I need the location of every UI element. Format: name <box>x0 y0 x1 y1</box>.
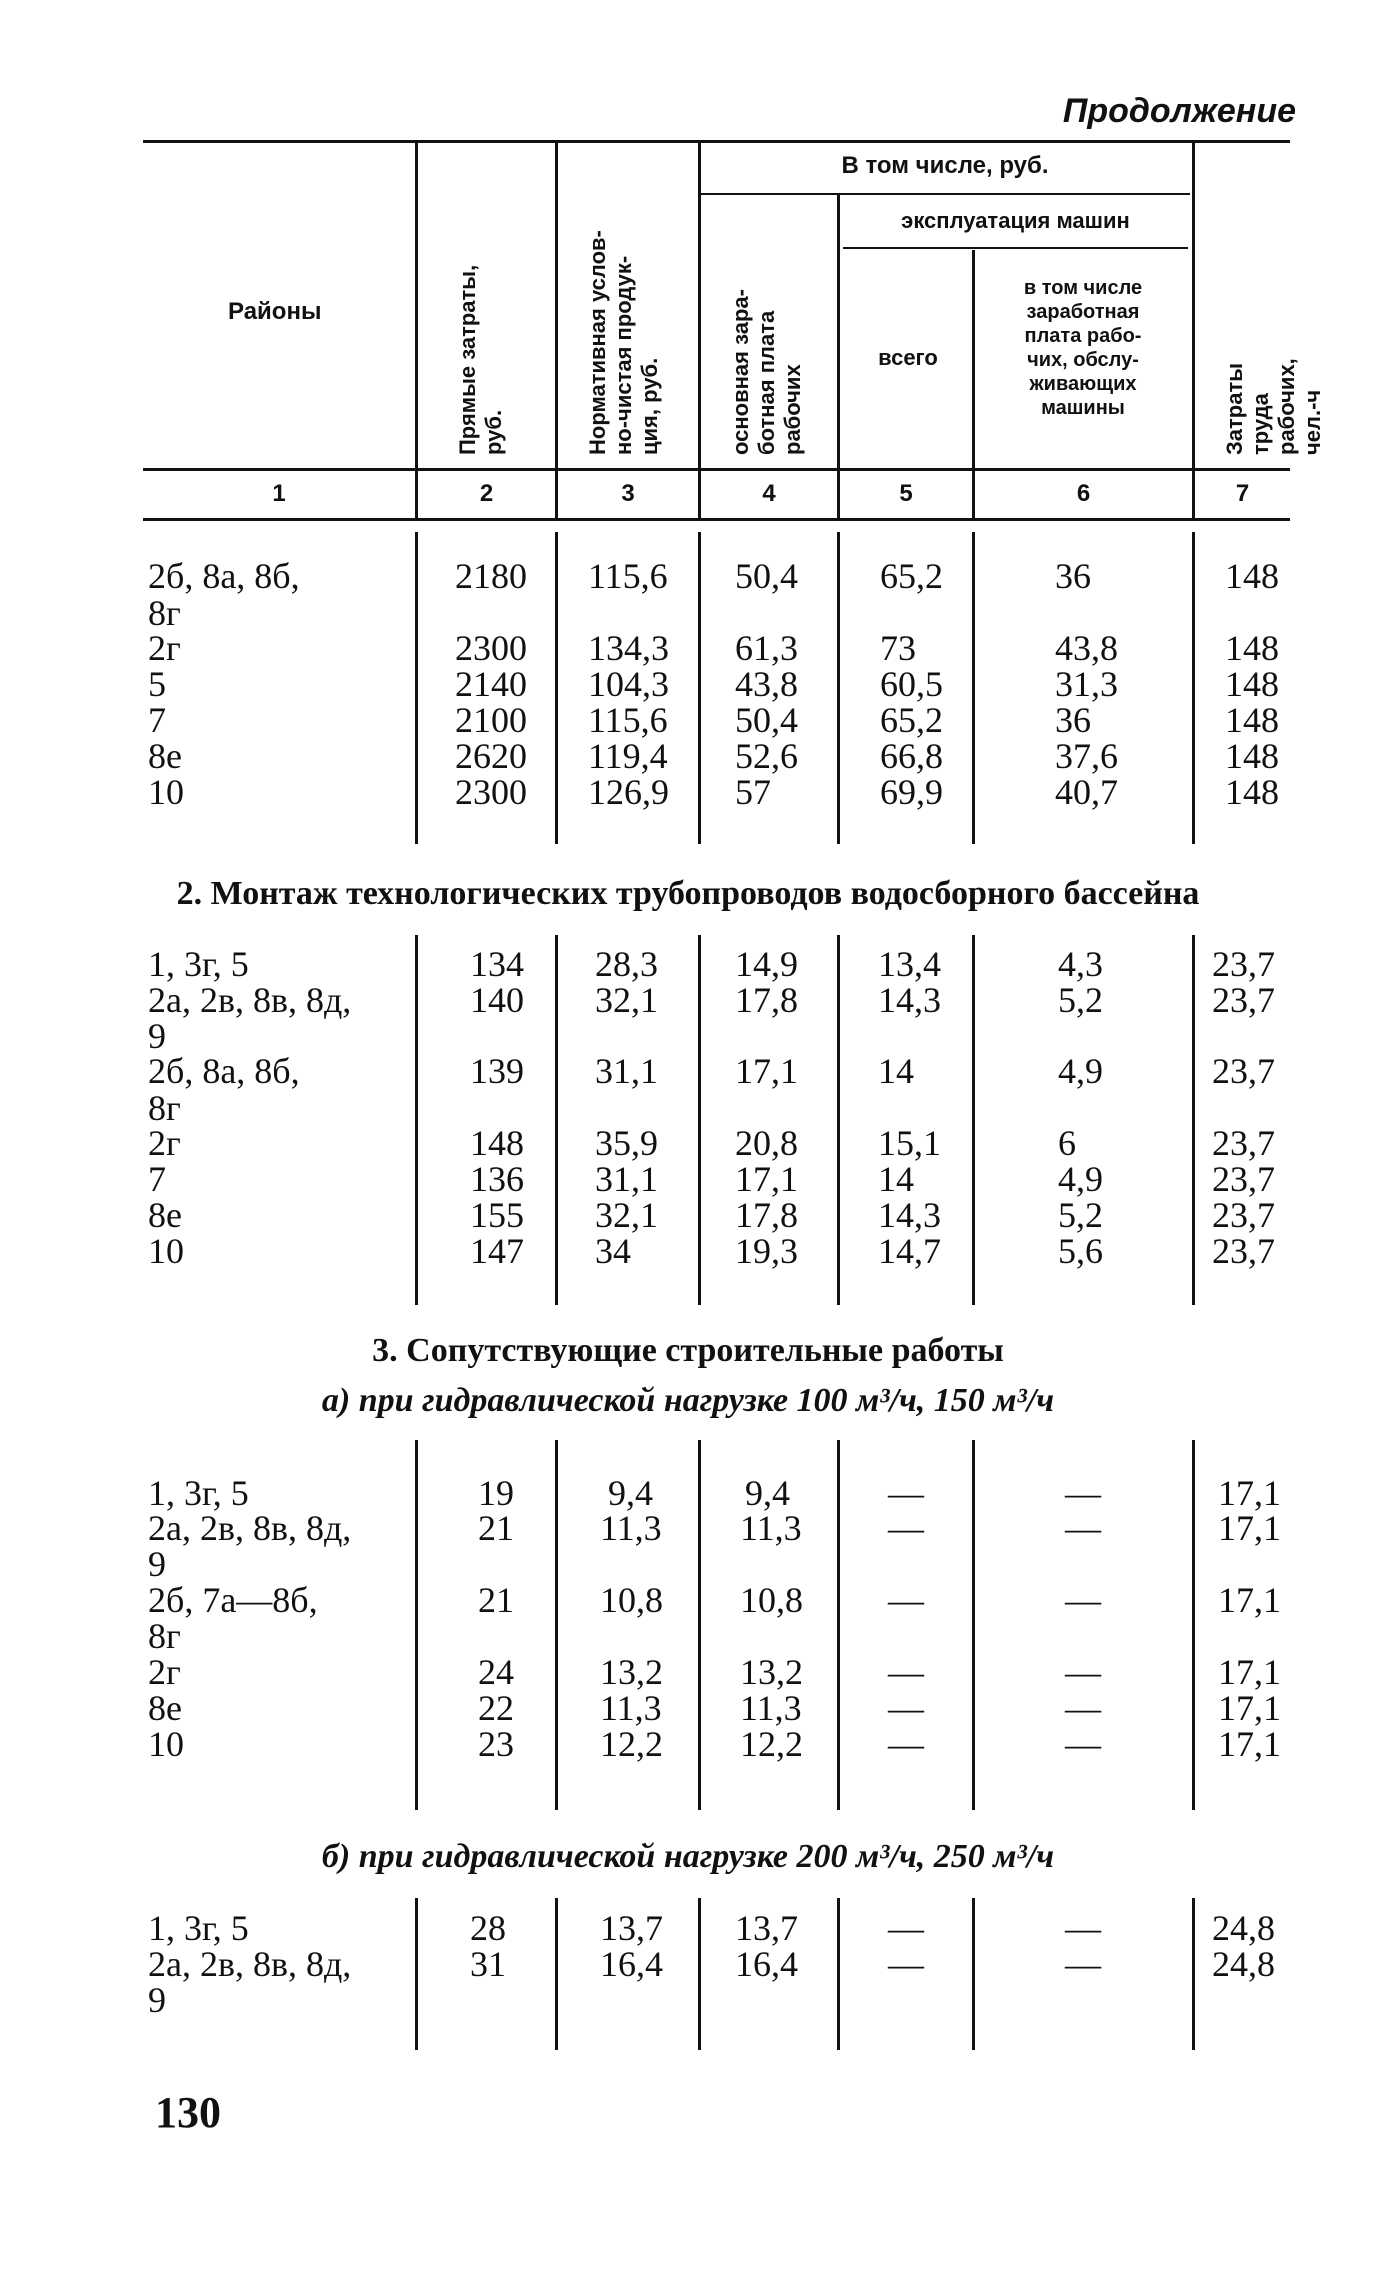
cell-wage: 61,3 <box>735 628 798 668</box>
cell-total: — <box>888 1944 924 1984</box>
row-label: 7 <box>148 1159 166 1199</box>
row-label: 2г <box>148 1123 181 1163</box>
cell-direct: 2100 <box>455 700 527 740</box>
cell-direct: 2300 <box>455 772 527 812</box>
cell-wage: 9,4 <box>745 1473 790 1513</box>
cell-labor: 23,7 <box>1212 1231 1275 1271</box>
cell-total: 15,1 <box>878 1123 941 1163</box>
row-label-cont: 9 <box>148 1980 166 2020</box>
s3a-vline-3 <box>698 1440 701 1810</box>
cell-wage: 17,8 <box>735 980 798 1020</box>
col-num-3: 3 <box>621 480 635 507</box>
s3a-vline-6 <box>1192 1440 1195 1810</box>
cell-total: 65,2 <box>880 700 943 740</box>
row-label-cont: 9 <box>148 1016 166 1056</box>
row-label: 5 <box>148 664 166 704</box>
cell-wage: 14,9 <box>735 944 798 984</box>
cell-total: 14 <box>878 1159 914 1199</box>
header-machine-operation: эксплуатация машин <box>901 208 1130 233</box>
cell-machine-wage: 31,3 <box>1055 664 1118 704</box>
s3b-vline-1 <box>415 1898 418 2050</box>
s2-vline-2 <box>555 935 558 1305</box>
cell-labor: 23,7 <box>1212 1159 1275 1199</box>
cell-wage: 20,8 <box>735 1123 798 1163</box>
row-label-cont: 8г <box>148 1616 181 1656</box>
row-label: 2г <box>148 628 181 668</box>
cell-total: — <box>888 1580 924 1620</box>
cell-machine-wage: — <box>1065 1652 1101 1692</box>
cell-labor: 148 <box>1225 628 1279 668</box>
cell-direct: 21 <box>478 1580 514 1620</box>
header-direct-costs: Прямые затраты, руб. <box>455 264 506 455</box>
header-vline-4 <box>837 195 840 520</box>
row-label: 10 <box>148 1724 184 1764</box>
cell-machine-wage: — <box>1065 1580 1101 1620</box>
cell-product: 115,6 <box>588 700 668 740</box>
cell-product: 35,9 <box>595 1123 658 1163</box>
row-label: 2а, 2в, 8в, 8д, <box>148 1944 352 1984</box>
cell-total: 73 <box>880 628 916 668</box>
subgroup-rule <box>843 247 1188 249</box>
cell-wage: 13,2 <box>740 1652 803 1692</box>
cell-product: 11,3 <box>600 1688 662 1728</box>
header-machine-wage: в том числе заработная плата рабо- чих, обслу- живающих машины <box>1023 277 1143 419</box>
cell-labor: 17,1 <box>1218 1688 1281 1728</box>
numbers-rule <box>143 518 1290 521</box>
cell-total: 14,7 <box>878 1231 941 1271</box>
cell-total: 60,5 <box>880 664 943 704</box>
cell-machine-wage: — <box>1065 1473 1101 1513</box>
cell-total: — <box>888 1473 924 1513</box>
cell-labor: 17,1 <box>1218 1508 1281 1548</box>
cell-wage: 50,4 <box>735 556 798 596</box>
cell-product: 134,3 <box>588 628 669 668</box>
row-label: 1, 3г, 5 <box>148 1473 249 1513</box>
row-label: 8е <box>148 736 182 776</box>
b1-vline-2 <box>555 532 558 844</box>
cell-direct: 2140 <box>455 664 527 704</box>
cell-product: 126,9 <box>588 772 669 812</box>
s3b-vline-4 <box>837 1898 840 2050</box>
s3b-vline-6 <box>1192 1898 1195 2050</box>
header-top-rule <box>143 140 1290 143</box>
s3b-vline-3 <box>698 1898 701 2050</box>
cell-direct: 23 <box>478 1724 514 1764</box>
row-label: 1, 3г, 5 <box>148 944 249 984</box>
cell-direct: 2620 <box>455 736 527 776</box>
header-labor: Затраты труда рабочих, чел.-ч <box>1222 358 1325 455</box>
col-num-6: 6 <box>1076 480 1091 507</box>
cell-product: 13,2 <box>600 1652 663 1692</box>
cell-wage: 43,8 <box>735 664 798 704</box>
cell-wage: 13,7 <box>735 1908 798 1948</box>
s3a-vline-5 <box>972 1440 975 1810</box>
cell-direct: 134 <box>470 944 524 984</box>
cell-direct: 2180 <box>455 556 527 596</box>
cell-product: 34 <box>595 1231 631 1271</box>
cell-machine-wage: 43,8 <box>1055 628 1118 668</box>
row-label: 8е <box>148 1688 182 1728</box>
cell-wage: 17,1 <box>735 1159 798 1199</box>
section-3-title: 3. Сопутствующие строительные работы <box>372 1332 1004 1369</box>
cell-direct: 136 <box>470 1159 524 1199</box>
col-num-7: 7 <box>1235 480 1250 507</box>
cell-product: 11,3 <box>600 1508 662 1548</box>
cell-product: 12,2 <box>600 1724 663 1764</box>
row-label: 2а, 2в, 8в, 8д, <box>148 980 352 1020</box>
cell-machine-wage: 5,2 <box>1058 1195 1103 1235</box>
cell-labor: 148 <box>1225 700 1279 740</box>
cell-total: — <box>888 1688 924 1728</box>
cell-wage: 52,6 <box>735 736 798 776</box>
col-num-4: 4 <box>762 480 776 507</box>
cell-machine-wage: 36 <box>1055 700 1091 740</box>
header-normative-product: Нормативная услов- но-чистая продук- ция, руб. <box>585 230 662 455</box>
header-regions: Районы <box>228 298 322 325</box>
row-label: 1, 3г, 5 <box>148 1908 249 1948</box>
section-3b-subtitle: б) при гидравлической нагрузке 200 м³/ч, 250 м³/ч <box>321 1838 1055 1875</box>
header-vline-6 <box>1192 140 1195 520</box>
cell-direct: 21 <box>478 1508 514 1548</box>
b1-vline-6 <box>1192 532 1195 844</box>
cell-machine-wage: 4,9 <box>1058 1159 1103 1199</box>
cell-machine-wage: — <box>1065 1944 1101 1984</box>
cell-labor: 148 <box>1225 556 1279 596</box>
b1-vline-1 <box>415 532 418 844</box>
cell-direct: 2300 <box>455 628 527 668</box>
continuation-label: Продолжение <box>1062 92 1296 130</box>
header-total: всего <box>878 345 938 370</box>
cell-direct: 28 <box>470 1908 506 1948</box>
cell-direct: 155 <box>470 1195 524 1235</box>
cell-wage: 17,1 <box>735 1051 798 1091</box>
header-vline-2 <box>555 140 558 520</box>
cell-direct: 31 <box>470 1944 506 1984</box>
cell-labor: 17,1 <box>1218 1652 1281 1692</box>
cell-machine-wage: 4,9 <box>1058 1051 1103 1091</box>
cell-labor: 148 <box>1225 664 1279 704</box>
cell-product: 32,1 <box>595 980 658 1020</box>
cell-total: — <box>888 1724 924 1764</box>
col-num-1: 1 <box>272 480 286 507</box>
cell-machine-wage: 6 <box>1058 1123 1076 1163</box>
cell-product: 31,1 <box>595 1159 658 1199</box>
col-num-5: 5 <box>899 480 913 507</box>
row-label: 2б, 7а—8б, <box>148 1580 318 1620</box>
col-num-2: 2 <box>479 480 494 507</box>
cell-labor: 148 <box>1225 736 1279 776</box>
cell-machine-wage: — <box>1065 1724 1101 1764</box>
b1-vline-3 <box>698 532 701 844</box>
page-number: 130 <box>155 2088 221 2137</box>
row-label: 10 <box>148 1231 184 1271</box>
cell-total: — <box>888 1908 924 1948</box>
s3b-vline-2 <box>555 1898 558 2050</box>
cell-wage: 11,3 <box>740 1688 802 1728</box>
s3a-vline-2 <box>555 1440 558 1810</box>
cell-direct: 139 <box>470 1051 524 1091</box>
cell-wage: 11,3 <box>740 1508 802 1548</box>
b1-vline-5 <box>972 532 975 844</box>
s2-vline-6 <box>1192 935 1195 1305</box>
cell-total: — <box>888 1652 924 1692</box>
cell-product: 31,1 <box>595 1051 658 1091</box>
row-label-cont: 8г <box>148 1088 181 1128</box>
cell-total: 14,3 <box>878 1195 941 1235</box>
cell-labor: 24,8 <box>1212 1908 1275 1948</box>
cell-wage: 16,4 <box>735 1944 798 1984</box>
cell-machine-wage: 5,6 <box>1058 1231 1103 1271</box>
s2-vline-1 <box>415 935 418 1305</box>
cell-labor: 23,7 <box>1212 944 1275 984</box>
cell-machine-wage: 5,2 <box>1058 980 1103 1020</box>
cell-direct: 19 <box>478 1473 514 1513</box>
row-label: 2г <box>148 1652 181 1692</box>
s2-vline-3 <box>698 935 701 1305</box>
cell-machine-wage: — <box>1065 1688 1101 1728</box>
cell-labor: 24,8 <box>1212 1944 1275 1984</box>
cell-labor: 23,7 <box>1212 1051 1275 1091</box>
row-label: 8е <box>148 1195 182 1235</box>
cell-total: 13,4 <box>878 944 941 984</box>
cell-direct: 24 <box>478 1652 514 1692</box>
cell-total: 69,9 <box>880 772 943 812</box>
cell-labor: 23,7 <box>1212 1195 1275 1235</box>
header-basic-wage: основная зара- ботная плата рабочих <box>728 289 805 455</box>
cell-labor: 23,7 <box>1212 1123 1275 1163</box>
cell-machine-wage: 36 <box>1055 556 1091 596</box>
cell-direct: 147 <box>470 1231 524 1271</box>
cell-product: 32,1 <box>595 1195 658 1235</box>
cell-product: 119,4 <box>588 736 668 776</box>
cell-wage: 10,8 <box>740 1580 803 1620</box>
row-label: 7 <box>148 700 166 740</box>
row-label: 2б, 8а, 8б, <box>148 556 300 596</box>
cell-wage: 19,3 <box>735 1231 798 1271</box>
header-group: В том числе, руб. <box>841 152 1049 179</box>
header-bottom-rule <box>143 468 1290 471</box>
s2-vline-4 <box>837 935 840 1305</box>
cell-machine-wage: 4,3 <box>1058 944 1103 984</box>
cell-machine-wage: 37,6 <box>1055 736 1118 776</box>
cell-machine-wage: — <box>1065 1908 1101 1948</box>
row-label-cont: 9 <box>148 1544 166 1584</box>
row-label: 2а, 2в, 8в, 8д, <box>148 1508 352 1548</box>
cell-wage: 12,2 <box>740 1724 803 1764</box>
section-2-title: 2. Монтаж технологических трубопроводов водосборного бассейна <box>176 875 1200 912</box>
section-3a-subtitle: а) при гидравлической нагрузке 100 м³/ч, 150 м³/ч <box>321 1382 1055 1419</box>
group-rule <box>700 193 1190 195</box>
cell-labor: 17,1 <box>1218 1580 1281 1620</box>
cell-labor: 17,1 <box>1218 1724 1281 1764</box>
s3a-vline-4 <box>837 1440 840 1810</box>
cell-total: 14 <box>878 1051 914 1091</box>
cell-machine-wage: 40,7 <box>1055 772 1118 812</box>
cell-direct: 140 <box>470 980 524 1020</box>
cell-labor: 23,7 <box>1212 980 1275 1020</box>
cell-product: 9,4 <box>608 1473 653 1513</box>
cell-product: 16,4 <box>600 1944 663 1984</box>
header-vline-1 <box>415 140 418 520</box>
cell-wage: 50,4 <box>735 700 798 740</box>
cell-product: 13,7 <box>600 1908 663 1948</box>
cell-total: 14,3 <box>878 980 941 1020</box>
b1-vline-4 <box>837 532 840 844</box>
cell-product: 28,3 <box>595 944 658 984</box>
cell-direct: 148 <box>470 1123 524 1163</box>
cell-total: 65,2 <box>880 556 943 596</box>
cell-labor: 148 <box>1225 772 1279 812</box>
cell-total: 66,8 <box>880 736 943 776</box>
s3a-vline-1 <box>415 1440 418 1810</box>
cell-wage: 57 <box>735 772 771 812</box>
cell-wage: 17,8 <box>735 1195 798 1235</box>
s2-vline-5 <box>972 935 975 1305</box>
cell-product: 104,3 <box>588 664 669 704</box>
cell-product: 10,8 <box>600 1580 663 1620</box>
row-label-cont: 8г <box>148 593 181 633</box>
cell-machine-wage: — <box>1065 1508 1101 1548</box>
cell-labor: 17,1 <box>1218 1473 1281 1513</box>
row-label: 2б, 8а, 8б, <box>148 1051 300 1091</box>
cell-product: 115,6 <box>588 556 668 596</box>
header-vline-3 <box>698 140 701 520</box>
s3b-vline-5 <box>972 1898 975 2050</box>
cell-direct: 22 <box>478 1688 514 1728</box>
row-label: 10 <box>148 772 184 812</box>
cell-total: — <box>888 1508 924 1548</box>
